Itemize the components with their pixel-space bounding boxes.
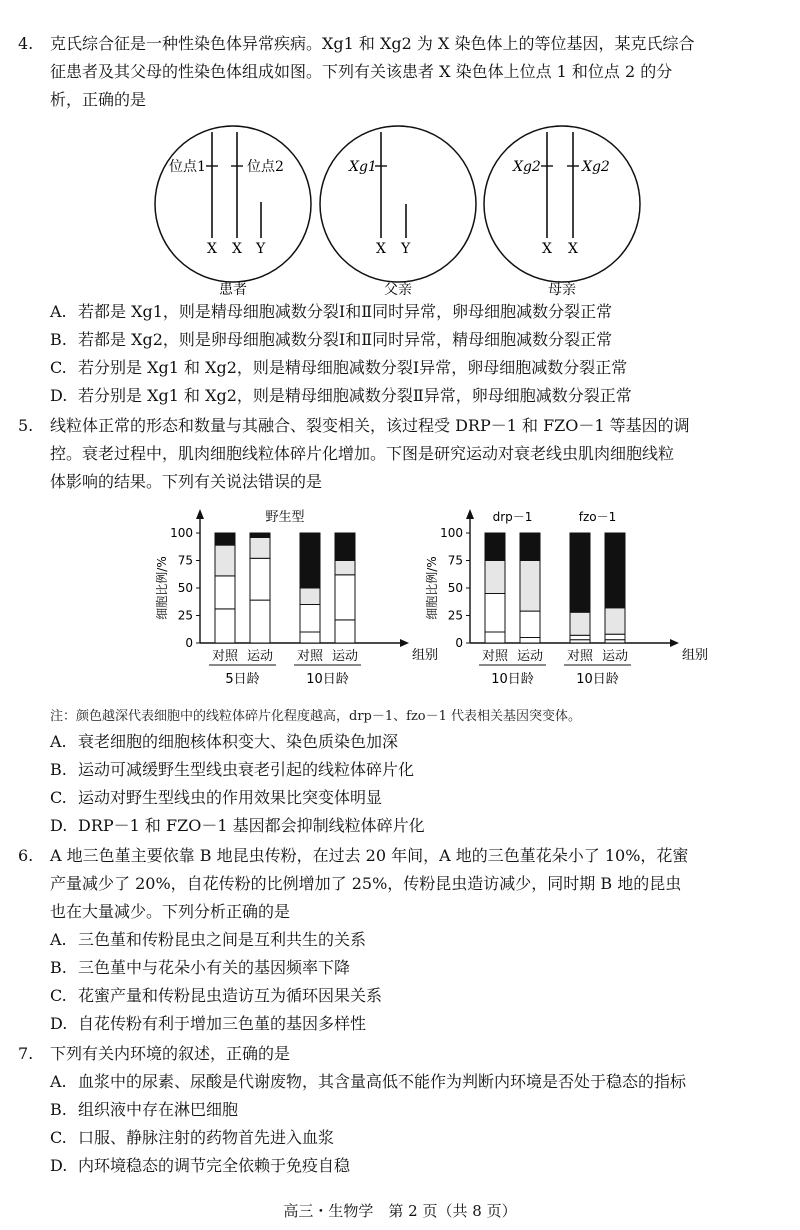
patient-caption: 患者 xyxy=(219,282,247,298)
bar-segment xyxy=(485,632,505,643)
option-d[interactable]: D. 自花传粉有利于增加三色堇的基因多样性 xyxy=(50,1014,367,1033)
question-stem-line: 线粒体正常的形态和数量与其融合、裂变相关，该过程受 DRP－1 和 FZO－1 等基因的调 xyxy=(50,416,690,435)
question-number: 6. xyxy=(18,846,34,865)
bar-segment xyxy=(300,588,320,605)
y-tick-label: 100 xyxy=(170,526,193,540)
bar-segment xyxy=(250,533,270,537)
question-number: 4. xyxy=(18,34,34,53)
chromosome-label: Y xyxy=(256,241,266,257)
bar-segment xyxy=(605,608,625,634)
option-a[interactable]: A. 若都是 Xg1，则是精母细胞减数分裂Ⅰ和Ⅱ同时异常，卵母细胞减数分裂正常 xyxy=(50,302,613,321)
bar-segment xyxy=(335,561,355,575)
bar-segment xyxy=(300,632,320,643)
bar-segment xyxy=(520,611,540,637)
bar-segment xyxy=(250,600,270,643)
bar-segment xyxy=(335,620,355,643)
page-footer: 高三・生物学 第 2 页（共 8 页） xyxy=(283,1202,517,1220)
question-number: 7. xyxy=(18,1044,34,1063)
option-b[interactable]: B. 三色堇中与花朵小有关的基因频率下降 xyxy=(50,958,351,977)
chromosome-label: X xyxy=(376,241,386,257)
question-4 xyxy=(18,30,788,114)
bar-segment xyxy=(570,612,590,635)
figure-note: 注：颜色越深代表细胞中的线粒体碎片化程度越高，drp－1、fzo－1 代表相关基因突变体。 xyxy=(50,709,582,724)
bar-segment xyxy=(250,537,270,558)
site-2-label: 位点2 xyxy=(247,159,284,175)
chromosome-figure xyxy=(155,126,645,300)
question-stem-line: 征患者及其父母的性染色体组成如图。下列有关该患者 X 染色体上位点 1 和位点 2 的分 xyxy=(50,62,673,81)
chromosome-label: X xyxy=(207,241,217,257)
bar-segment xyxy=(215,533,235,545)
mitochondria-chart xyxy=(140,498,709,698)
option-b[interactable]: B. 运动可减缓野生型线虫衰老引起的线粒体碎片化 xyxy=(50,760,415,779)
chromosome-label: X xyxy=(542,241,552,257)
y-tick-label: 50 xyxy=(177,581,193,595)
group-label: 10日龄 xyxy=(306,672,349,687)
bar-segment xyxy=(520,533,540,561)
y-tick-label: 25 xyxy=(177,608,193,623)
question-5-options xyxy=(18,728,788,840)
bar-segment xyxy=(250,558,270,600)
bar-segment xyxy=(520,561,540,612)
option-c[interactable]: C. 运动对野生型线虫的作用效果比突变体明显 xyxy=(50,788,383,807)
chromosome-label: X xyxy=(568,241,578,257)
question-5 xyxy=(18,412,788,496)
option-d[interactable]: D. 若分别是 Xg1 和 Xg2，则是精母细胞减数分裂Ⅱ异常，卵母细胞减数分裂正常 xyxy=(50,386,632,405)
question-stem-line: A 地三色堇主要依靠 B 地昆虫传粉，在过去 20 年间，A 地的三色堇花朵小了 10%，花蜜 xyxy=(50,846,689,865)
chart-subtitle: fzo－1 xyxy=(578,510,617,524)
bar-segment xyxy=(570,635,590,639)
x-tick-label: 对照 xyxy=(211,649,239,664)
mother-gene-label: Xg2 xyxy=(513,159,541,175)
y-tick-label: 25 xyxy=(447,608,463,623)
question-stem-line: 也在大量减少。下列分析正确的是 xyxy=(50,902,291,921)
bar-segment xyxy=(485,561,505,594)
group-label: 5日龄 xyxy=(225,672,260,687)
y-tick-label: 100 xyxy=(440,526,463,540)
option-d[interactable]: D. DRP－1 和 FZO－1 基因都会抑制线粒体碎片化 xyxy=(50,816,425,835)
question-stem-line: 控。衰老过程中，肌肉细胞线粒体碎片化增加。下图是研究运动对衰老线虫肌肉细胞线粒 xyxy=(50,444,675,463)
x-tick-label: 对照 xyxy=(296,649,324,664)
question-4-options xyxy=(18,298,788,410)
bar-segment xyxy=(215,576,235,609)
y-tick-label: 75 xyxy=(447,553,463,568)
bar-segment xyxy=(300,605,320,633)
chromosome-label: X xyxy=(232,241,242,257)
option-c[interactable]: C. 口服、静脉注射的药物首先进入血浆 xyxy=(50,1128,335,1147)
y-axis-arrow xyxy=(196,509,204,519)
option-a[interactable]: A. 衰老细胞的细胞核体积变大、染色质染色加深 xyxy=(50,732,399,751)
question-6 xyxy=(18,842,788,1038)
bar-segment xyxy=(605,634,625,640)
x-axis-arrow xyxy=(400,639,409,647)
question-7 xyxy=(18,1040,788,1180)
y-tick-label: 0 xyxy=(455,636,463,650)
x-axis-arrow xyxy=(670,639,679,647)
question-stem-line: 产量减少了 20%，自花传粉的比例增加了 25%，传粉昆虫造访减少，同时期 B 地的昆虫 xyxy=(50,874,682,893)
bar-segment xyxy=(335,533,355,561)
site-1-label: 位点1 xyxy=(169,159,206,175)
bar-segment xyxy=(485,594,505,633)
x-tick-label: 对照 xyxy=(566,649,594,664)
y-tick-label: 75 xyxy=(177,553,193,568)
question-stem-line: 析，正确的是 xyxy=(50,90,147,109)
y-axis-label: 细胞比例/% xyxy=(425,556,439,620)
father-caption: 父亲 xyxy=(384,282,412,298)
bar-segment xyxy=(570,533,590,612)
bar-segment xyxy=(215,609,235,643)
bar-segment xyxy=(335,575,355,620)
option-c[interactable]: C. 花蜜产量和传粉昆虫造访互为循环因果关系 xyxy=(50,986,383,1005)
question-stem-line: 体影响的结果。下列有关说法错误的是 xyxy=(50,472,323,491)
x-tick-label: 运动 xyxy=(601,649,629,664)
x-tick-label: 对照 xyxy=(481,649,509,664)
mother-gene-label: Xg2 xyxy=(582,159,610,175)
bar-segment xyxy=(215,545,235,576)
chart-title: 野生型 xyxy=(265,510,305,525)
x-axis-label: 组别 xyxy=(412,648,439,663)
option-a[interactable]: A. 血浆中的尿素、尿酸是代谢废物，其含量高低不能作为判断内环境是否处于稳态的指标 xyxy=(50,1072,687,1091)
question-stem-line: 克氏综合征是一种性染色体异常疾病。Xg1 和 Xg2 为 X 染色体上的等位基因，某克氏综合 xyxy=(50,34,695,53)
option-c[interactable]: C. 若分别是 Xg1 和 Xg2，则是精母细胞减数分裂Ⅰ异常，卵母细胞减数分裂正常 xyxy=(50,358,628,377)
y-tick-label: 0 xyxy=(185,636,193,650)
option-a[interactable]: A. 三色堇和传粉昆虫之间是互利共生的关系 xyxy=(50,930,367,949)
option-d[interactable]: D. 内环境稳态的调节完全依赖于免疫自稳 xyxy=(50,1156,351,1175)
x-tick-label: 运动 xyxy=(331,649,359,664)
bar-segment xyxy=(485,533,505,561)
question-stem: 下列有关内环境的叙述，正确的是 xyxy=(50,1044,291,1063)
option-b[interactable]: B. 若都是 Xg2，则是卵母细胞减数分裂Ⅰ和Ⅱ同时异常，精母细胞减数分裂正常 xyxy=(50,330,613,349)
bar-segment xyxy=(520,638,540,644)
y-tick-label: 50 xyxy=(447,581,463,595)
group-label: 10日龄 xyxy=(491,672,534,687)
x-tick-label: 运动 xyxy=(246,649,274,664)
mother-caption: 母亲 xyxy=(548,282,576,298)
chromosome-label: Y xyxy=(401,241,411,257)
option-b[interactable]: B. 组织液中存在淋巴细胞 xyxy=(50,1100,239,1119)
x-tick-label: 运动 xyxy=(516,649,544,664)
chart-subtitle: drp－1 xyxy=(492,510,533,524)
group-label: 10日龄 xyxy=(576,672,619,687)
bar-segment xyxy=(300,533,320,588)
y-axis-label: 细胞比例/% xyxy=(155,556,169,620)
y-axis-arrow xyxy=(466,509,474,519)
question-number: 5. xyxy=(18,416,34,435)
x-axis-label: 组别 xyxy=(682,648,709,663)
bar-segment xyxy=(605,533,625,608)
father-gene-label: Xg1 xyxy=(349,159,377,175)
